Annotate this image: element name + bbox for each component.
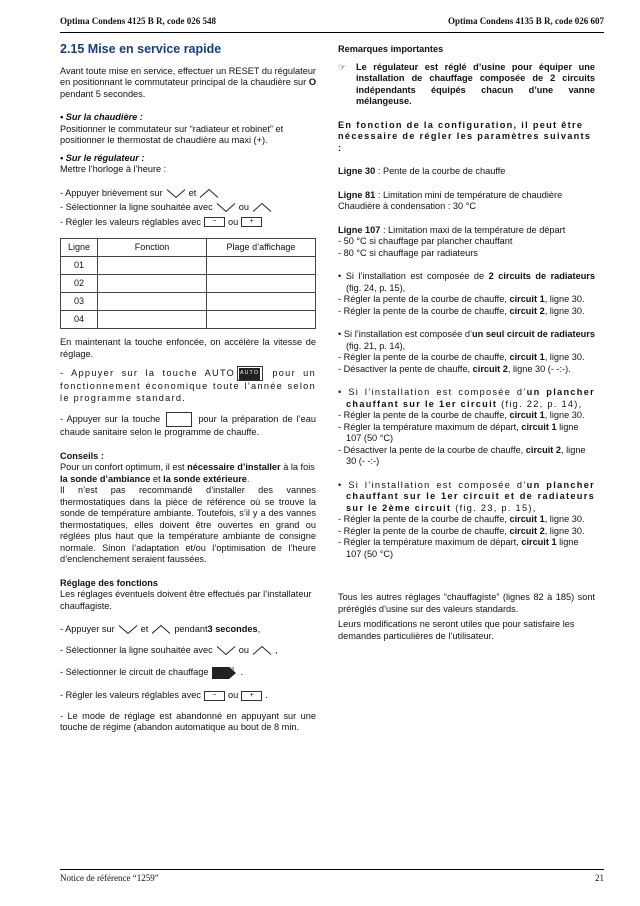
case-4-line-1: - Régler la pente de la courbe de chauffe, circuit 1, ligne 30. — [338, 514, 585, 524]
autres-reglages: Tous les autres réglages “chauffagiste” (lignes 82 à 185) sont préréglés d’usine sur des valeurs standards. — [338, 592, 595, 614]
case-3-line-2: - Régler la température maximum de départ, circuit 1 ligne 107 (50 °C) — [338, 421, 579, 443]
reglage-step-2: - Sélectionner la ligne souhaitée avec ou , — [60, 644, 278, 655]
case-1: • Si l’installation est composée de 2 circuits de radiateurs (fig. 24, p. 15), — [338, 271, 595, 293]
header-left: Optima Condens 4125 B R, code 026 548 — [60, 16, 217, 26]
down-arrow-key-icon[interactable] — [118, 624, 138, 635]
case-2-line-1: - Régler la pente de la courbe de chauffe, circuit 1, ligne 30. — [338, 352, 585, 362]
down-arrow-key-icon[interactable] — [216, 645, 236, 656]
case-2-line-2: - Désactiver la pente de chauffe, circuit 2, ligne 30 (- -:-). — [338, 363, 571, 374]
footer-reference: Notice de référence “1259” — [60, 873, 159, 883]
reglage-text: Les réglages éventuels doivent être effectués par l’installateur chauffagiste. — [60, 589, 312, 611]
step-select-line: - Sélectionner la ligne souhaitée avec ou — [60, 202, 316, 214]
svg-text:III: III — [230, 667, 235, 673]
case-4-line-3: - Régler la température maximum de départ, circuit 1 ligne 107 (50 °C) — [338, 537, 579, 559]
footer-rule — [60, 869, 604, 870]
step-set-clock-1: - Appuyer brièvement sur et — [60, 188, 316, 200]
regulateur-text: Mettre l’horloge à l’heure : — [60, 164, 167, 174]
minus-key-icon[interactable]: − — [204, 217, 225, 227]
down-arrow-key-icon[interactable] — [216, 202, 236, 213]
config-text: En fonction de la configuration, il peut être nécessaire de régler les paramètres suivants : — [338, 119, 592, 153]
plus-key-icon[interactable]: + — [241, 217, 262, 227]
plus-key-icon[interactable]: + — [241, 691, 262, 701]
auto-mode-key-icon[interactable]: AUTO — [237, 366, 263, 381]
header-rule — [60, 32, 604, 33]
table-row: 01 — [61, 257, 316, 275]
ligne-30: Ligne 30 : Pente de la courbe de chauffe — [338, 166, 506, 176]
hot-water-key-icon[interactable] — [166, 412, 192, 427]
conseils-1: Pour un confort optimum, il est nécessaire d’installer à la fois la sonde d’ambiance et la sonde extérieure. — [60, 462, 315, 484]
auto-text: - Appuyer sur la touche AUTO AUTO pour un fonctionnement économique toute l’année selon le programme standard. — [60, 367, 316, 403]
pointing-hand-icon: ☞ — [338, 61, 347, 72]
up-arrow-key-icon[interactable] — [252, 202, 272, 213]
step-adjust-values: - Régler les valeurs réglables avec − ou + — [60, 217, 316, 229]
reglage-step-5: - Le mode de réglage est abandonné en appuyant sur une touche de régime (abandon automatique au bout de 8 min. — [60, 710, 316, 732]
conseils-2: Il n’est pas recommandé d’installer des vannes thermostatiques dans la pièce de référence où se trouve la sonde de température ambiante. Toutefois, s’il y a des vannes thermostatiques, elles doivent être ouvertes en grand ou réglées plus haut que la température ambiante de consigne normale. Sinon l’adaptation et/ou l’optimisation de l’heure d’enclenchement seraient faussées. — [60, 485, 316, 564]
table-row: 02 — [61, 275, 316, 293]
reglage-title: Réglage des fonctions — [60, 577, 159, 588]
right-column — [338, 44, 595, 642]
case-4-line-2: - Régler la pente de la courbe de chauffe, circuit 2, ligne 30. — [338, 525, 585, 536]
reglage-step-3: - Sélectionner le circuit de chauffage III . — [60, 665, 316, 681]
conseils-title: Conseils : — [60, 450, 104, 461]
reglage-step-1: - Appuyer sur et pendant 3 secondes , — [60, 624, 261, 634]
page-number: 21 — [595, 873, 604, 883]
ligne-81-detail: Chaudière à condensation : 30 °C — [338, 201, 477, 211]
minus-key-icon[interactable]: − — [204, 691, 225, 701]
remarques-title: Remarques importantes — [338, 44, 444, 54]
remarques-block — [338, 62, 595, 108]
remarques-text: Le régulateur est réglé d’usine pour équiper une installation de chauffage composée de 2 circuits indépendants équipés chacun d’une vanne mélangeuse. — [356, 61, 595, 106]
modifications-text: Leurs modifications ne seront utiles que pour satisfaire les demandes particulières de l’utilisateur. — [338, 619, 575, 641]
up-arrow-key-icon[interactable] — [151, 624, 171, 635]
up-arrow-key-icon[interactable] — [199, 188, 219, 199]
table-row: 03 — [61, 293, 316, 311]
case-4: • Si l’installation est composée d’un plancher chauffant sur le 1er circuit et de radiateurs sur le 2ème circuit (fig. 23, p. 15), — [338, 479, 595, 513]
case-2: • Si l’installation est composée d’un seul circuit de radiateurs (fig. 21, p. 14), — [338, 329, 595, 351]
page-header — [60, 16, 604, 30]
intro-paragraph: Avant toute mise en service, effectuer un RESET du régulateur en positionnant le commutateur principal de la chaudière sur O pendant 5 secondes. — [60, 65, 316, 99]
header-right: Optima Condens 4135 B R, code 026 607 — [447, 16, 604, 26]
ligne-107-a: - 50 °C si chauffage par plancher chauffant — [338, 236, 513, 246]
case-3-line-3: - Désactiver la pente de la courbe de chauffe, circuit 2, ligne 30 (- -:-) — [338, 444, 586, 466]
ligne-107-b: - 80 °C si chauffage par radiateurs — [338, 247, 478, 258]
up-arrow-key-icon[interactable] — [252, 645, 272, 656]
section-title: 2.15 Mise en service rapide — [60, 42, 222, 56]
case-1-line-1: - Régler la pente de la courbe de chauffe, circuit 1, ligne 30. — [338, 294, 585, 304]
function-table — [60, 238, 316, 329]
chaudiere-title: • Sur la chaudière : — [60, 112, 143, 122]
down-arrow-key-icon[interactable] — [166, 188, 186, 199]
case-3: • Si l’installation est composée d’un plancher chauffant sur le 1er circuit (fig. 22, p. 14), — [338, 387, 595, 409]
table-row: 04 — [61, 311, 316, 329]
regulateur-title: • Sur le régulateur : — [60, 152, 145, 163]
ligne-81: Ligne 81 : Limitation mini de température de chaudière — [338, 189, 563, 200]
page-footer — [60, 873, 604, 883]
ligne-107: Ligne 107 : Limitation maxi de la température de départ — [338, 224, 566, 235]
heating-circuit-key-icon[interactable] — [211, 665, 237, 681]
ecs-text: - Appuyer sur la touche pour la préparation de l’eau chaude sanitaire selon le programme de chauffe. — [60, 413, 316, 437]
chaudiere-text: Positionner le commutateur sur “radiateur et robinet” et positionner le thermostat de chaudière au maxi (+). — [60, 123, 284, 145]
reglage-step-4: - Régler les valeurs réglables avec − ou + . — [60, 690, 268, 700]
left-column — [60, 44, 316, 734]
case-1-line-2: - Régler la pente de la courbe de chauffe, circuit 2, ligne 30. — [338, 305, 585, 316]
case-3-line-1: - Régler la pente de la courbe de chauffe, circuit 1, ligne 30. — [338, 410, 585, 420]
table-header-row: Ligne Fonction Plage d’affichage — [61, 239, 316, 257]
accel-text: En maintenant la touche enfoncée, on accélère la vitesse de réglage. — [60, 337, 316, 359]
